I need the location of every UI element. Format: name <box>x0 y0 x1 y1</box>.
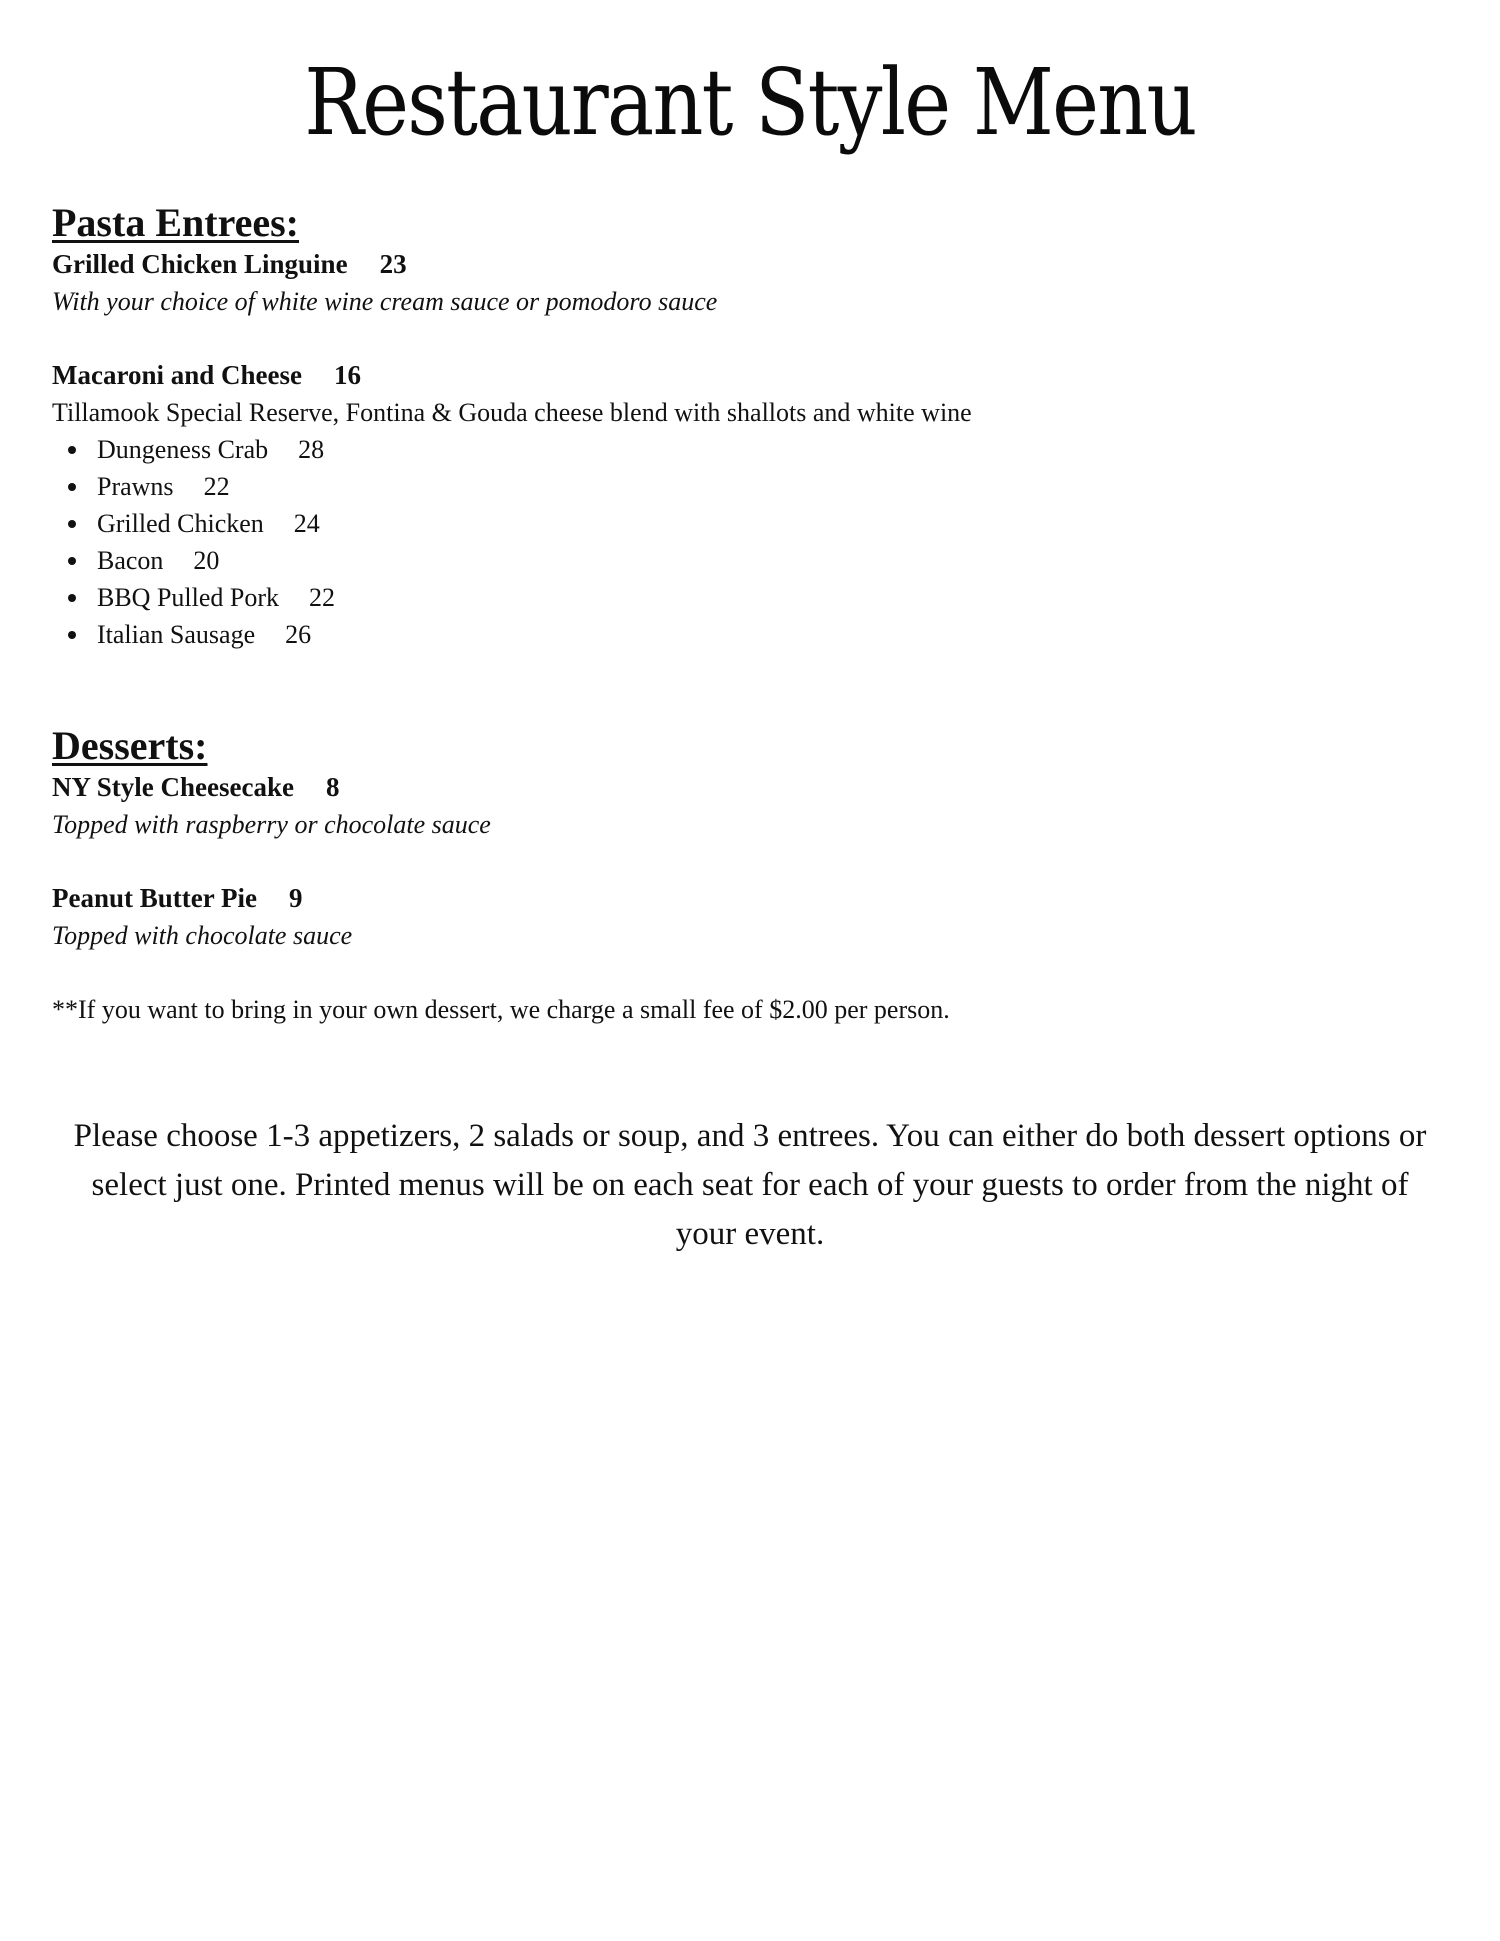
item-price: 16 <box>334 360 361 390</box>
addon-list <box>52 431 1452 653</box>
desserts-section <box>52 723 1452 1028</box>
addon-item <box>52 542 1452 579</box>
addon-item <box>52 616 1452 653</box>
item-name: Macaroni and Cheese <box>52 360 302 390</box>
addon-price: 22 <box>309 583 336 612</box>
menu-item-peanut-butter-pie <box>52 880 1452 954</box>
addon-price: 24 <box>293 509 320 538</box>
addon-item <box>52 431 1452 468</box>
item-title <box>52 880 1452 917</box>
page-title: Restaurant Style Menu <box>304 49 1196 156</box>
menu-content <box>52 200 1452 1028</box>
item-description: Tillamook Special Reserve, Fontina & Gouda cheese blend with shallots and white wine <box>52 398 972 427</box>
item-description: With your choice of white wine cream sauce or pomodoro sauce <box>52 287 718 316</box>
addon-item <box>52 579 1452 616</box>
bullet-icon <box>68 483 76 491</box>
bullet-icon <box>68 594 76 602</box>
bullet-icon <box>68 520 76 528</box>
menu-item-ny-style-cheesecake <box>52 769 1452 843</box>
addon-name: Dungeness Crab <box>97 435 269 464</box>
desserts-heading: Desserts: <box>52 723 208 768</box>
addon-name: Bacon <box>97 546 164 575</box>
addon-name: Italian Sausage <box>97 620 256 649</box>
addon-price: 22 <box>203 472 230 501</box>
item-name: Peanut Butter Pie <box>52 883 257 913</box>
item-price: 23 <box>379 249 407 279</box>
pasta-section <box>52 200 1452 653</box>
addon-name: Grilled Chicken <box>97 509 264 538</box>
addon-price: 20 <box>193 546 220 575</box>
item-price: 9 <box>288 883 303 913</box>
item-description: Topped with raspberry or chocolate sauce <box>52 810 491 839</box>
dessert-fee-note: **If you want to bring in your own dessert, we charge a small fee of $2.00 per person. <box>52 995 950 1024</box>
menu-item-macaroni-and-cheese <box>52 357 1452 653</box>
item-title <box>52 246 1452 283</box>
item-price: 8 <box>325 772 340 802</box>
addon-item <box>52 468 1452 505</box>
item-name: NY Style Cheesecake <box>52 772 294 802</box>
item-description: Topped with chocolate sauce <box>52 921 353 950</box>
menu-item-grilled-chicken-linguine <box>52 246 1452 320</box>
bullet-icon <box>68 446 76 454</box>
addon-name: Prawns <box>97 472 174 501</box>
pasta-heading: Pasta Entrees: <box>52 200 299 245</box>
ordering-instructions: Please choose 1-3 appetizers, 2 salads or soup, and 3 entrees. You can either do both dessert options or select just one. Printed menus will be on each seat for each of your guests to order from the night of your event. <box>73 1118 1427 1252</box>
item-title <box>52 357 1452 394</box>
item-name: Grilled Chicken Linguine <box>52 249 348 279</box>
addon-item <box>52 505 1452 542</box>
item-title <box>52 769 1452 806</box>
addon-price: 26 <box>285 620 312 649</box>
bullet-icon <box>68 631 76 639</box>
addon-name: BBQ Pulled Pork <box>97 583 280 612</box>
addon-price: 28 <box>298 435 325 464</box>
bullet-icon <box>68 557 76 565</box>
